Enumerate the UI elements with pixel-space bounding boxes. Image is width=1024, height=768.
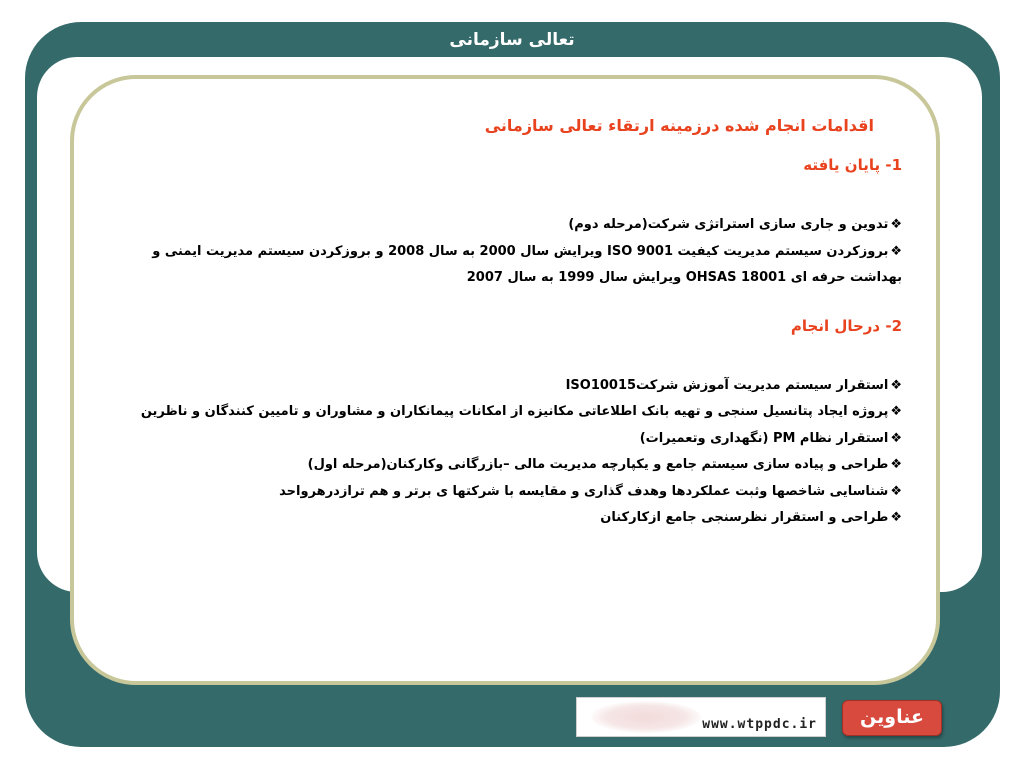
diamond-bullet-icon: ❖ — [890, 243, 902, 259]
list-item: ❖پروژه ایجاد پتانسیل سنجی و تهیه بانک اطلاعاتی مکانیزه از امکانات پیمانکاران و مشاوران و تامیین کنندگان و ناظرین — [140, 404, 902, 419]
diamond-bullet-icon: ❖ — [890, 404, 902, 419]
content-heading: اقدامات انجام شده درزمینه ارتقاء تعالی سازمانی — [484, 116, 874, 135]
list-item: ❖طراحی و پیاده سازی سیستم جامع و یکپارچه مدیریت مالی –بازرگانی وکارکنان(مرحله اول) — [307, 457, 902, 472]
list-item: ❖استقرار سیستم مدیریت آموزش شرکتISO10015 — [565, 377, 902, 393]
diamond-bullet-icon: ❖ — [890, 457, 902, 472]
diamond-bullet-icon: ❖ — [890, 377, 902, 393]
completed-list — [112, 212, 902, 291]
diamond-bullet-icon: ❖ — [890, 510, 902, 525]
titles-nav-button[interactable]: عناوین — [842, 700, 942, 736]
list-item: ❖استقرار نظام PM (نگهداری وتعمیرات) — [639, 430, 902, 446]
section-title-in-progress: 2- درحال انجام — [790, 316, 902, 335]
list-item: ❖تدوین و جاری سازی استراتژی شرکت(مرحله دوم) — [568, 217, 902, 232]
logo-url-text: www.wtppdc.ir — [702, 717, 817, 732]
diamond-bullet-icon: ❖ — [890, 483, 902, 499]
section-title-completed: 1- پایان یافته — [803, 156, 902, 174]
content-area — [112, 110, 902, 532]
logo-swoosh-icon — [591, 701, 701, 733]
diamond-bullet-icon: ❖ — [890, 217, 902, 232]
list-item: ❖شناسایی شاخصها وثبت عملکردها وهدف گذاری و مقایسه با شرکتها ی برتر و هم ترازدرهرواحد — [279, 483, 902, 499]
diamond-bullet-icon: ❖ — [890, 430, 902, 446]
list-item: ❖بروزکردن سیستم مدیریت کیفیت ISO 9001 ویرایش سال 2000 به سال 2008 و بروزکردن سیستم مدیریت ایمنی و بهداشت حرفه ای OHSAS 18001 ویرایش سال 1999 به سال 2007 — [152, 243, 902, 285]
list-item: ❖طراحی و استقرار نظرسنجی جامع ازکارکنان — [600, 510, 902, 525]
company-logo-banner[interactable] — [576, 697, 826, 737]
slide-title: تعالی سازمانی — [449, 30, 575, 50]
in-progress-list — [112, 373, 902, 532]
